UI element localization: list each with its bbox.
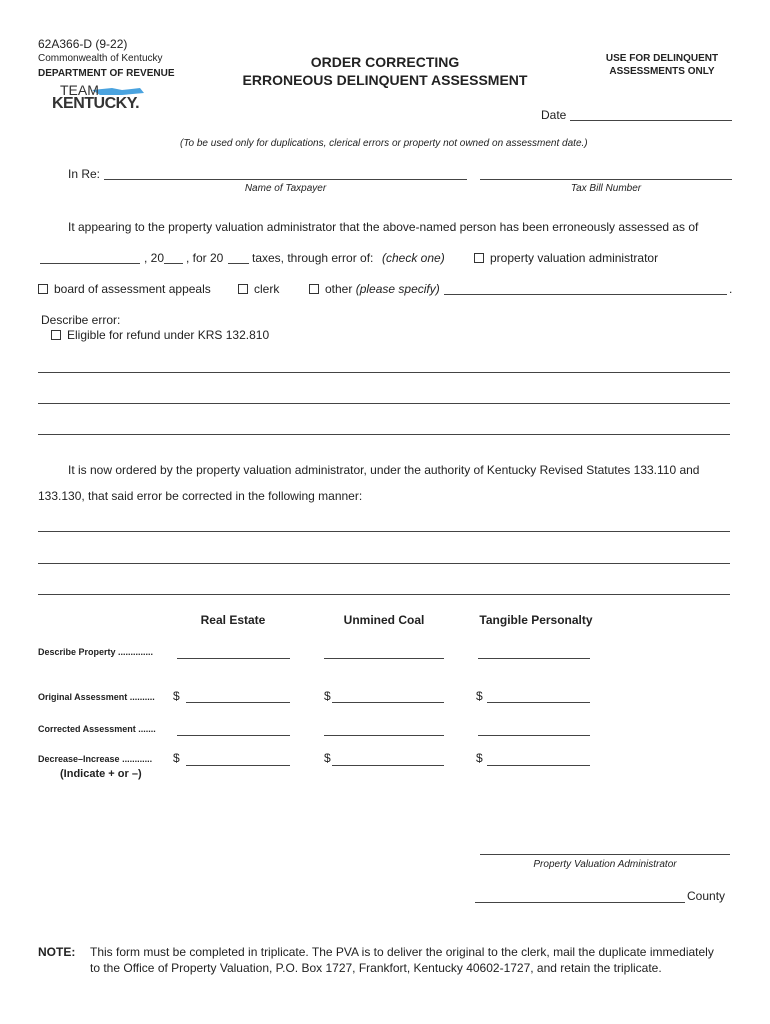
year-text-3: taxes, through error of: [252, 251, 374, 265]
other-specify-field[interactable] [444, 294, 727, 295]
title-line-2: ERRONEOUS DELINQUENT ASSESSMENT [242, 72, 528, 88]
assessment-date-field[interactable] [40, 263, 140, 264]
corrected-tangible-field[interactable] [478, 735, 590, 736]
use-for-line-2: ASSESSMENTS ONLY [609, 66, 715, 77]
decrease-increase-tangible-field[interactable] [487, 765, 590, 766]
refund-label: Eligible for refund under KRS 132.810 [67, 328, 270, 342]
year-text-2: , for 20 [186, 251, 224, 265]
county-field[interactable] [475, 902, 685, 903]
team-kentucky-logo [52, 84, 152, 112]
county-label: County [687, 889, 726, 903]
option-clerk-label: clerk [254, 282, 280, 296]
col-unmined-coal: Unmined Coal [343, 613, 425, 627]
please-specify-text: (please specify) [355, 282, 440, 296]
dollar-sign: $ [173, 689, 180, 703]
correction-line-1[interactable] [38, 531, 730, 532]
title-line-1: ORDER CORRECTING [310, 54, 460, 70]
describe-error-line-2[interactable] [38, 403, 730, 404]
refund-checkbox[interactable] [51, 330, 61, 340]
refund-option[interactable] [51, 328, 269, 342]
corrected-coal-field[interactable] [324, 735, 444, 736]
corrected-real-estate-field[interactable] [177, 735, 290, 736]
dollar-sign: $ [476, 751, 483, 765]
tax-bill-number-field[interactable] [480, 179, 732, 180]
option-pva[interactable] [474, 251, 658, 265]
option-clerk[interactable] [238, 282, 279, 296]
date-field[interactable] [570, 120, 732, 121]
correction-line-3[interactable] [38, 594, 730, 595]
department-label: DEPARTMENT OF REVENUE [38, 68, 175, 79]
use-for-line-1: USE FOR DELINQUENT [605, 53, 719, 64]
row-describe-property-label: Describe Property .............. [38, 647, 154, 657]
original-coal-field[interactable] [332, 702, 444, 703]
correction-line-2[interactable] [38, 563, 730, 564]
form-number: 62A366-D (9-22) [38, 37, 128, 51]
decrease-increase-coal-field[interactable] [332, 765, 444, 766]
pva-checkbox[interactable] [474, 253, 484, 263]
describe-property-coal-field[interactable] [324, 658, 444, 659]
indicate-text: (Indicate + or –) [60, 768, 142, 780]
period-mark: . [729, 282, 733, 296]
other-checkbox[interactable] [309, 284, 319, 294]
describe-property-real-estate-field[interactable] [177, 658, 290, 659]
note-line-1: This form must be completed in triplicate. The PVA is to deliver the original to the clerk, mail the duplicate immediately [90, 945, 714, 959]
order-line-2: 133.130, that said error be corrected in the following manner: [38, 489, 363, 503]
describe-error-line-3[interactable] [38, 434, 730, 435]
year-field-2[interactable] [228, 263, 249, 264]
note-label: NOTE: [38, 945, 76, 959]
date-label: Date [541, 108, 567, 122]
original-tangible-field[interactable] [487, 702, 590, 703]
decrease-increase-real-estate-field[interactable] [186, 765, 290, 766]
logo-team-text: TEAM [60, 82, 99, 98]
dollar-sign: $ [324, 689, 331, 703]
dollar-sign: $ [173, 751, 180, 765]
describe-property-tangible-field[interactable] [478, 658, 590, 659]
describe-error-line-1[interactable] [38, 372, 730, 373]
row-original-assessment-label: Original Assessment .......... [38, 692, 155, 702]
row-decrease-increase-label: Decrease–Increase ............ [38, 754, 153, 764]
note-line-2: to the Office of Property Valuation, P.O. Box 1727, Frankfort, Kentucky 40602-1727, and retain the triplicate. [90, 961, 662, 975]
taxpayer-caption: Name of Taxpayer [244, 183, 327, 194]
dollar-sign: $ [476, 689, 483, 703]
taxpayer-name-field[interactable] [104, 179, 467, 180]
option-other-label: other [325, 282, 353, 296]
original-real-estate-field[interactable] [186, 702, 290, 703]
pva-signature-field[interactable] [480, 854, 730, 855]
dollar-sign: $ [324, 751, 331, 765]
option-board-label: board of assessment appeals [54, 282, 211, 296]
tax-bill-caption: Tax Bill Number [570, 183, 642, 194]
logo-kentucky-text: KENTUCKY. [52, 95, 140, 112]
option-board[interactable] [38, 282, 211, 296]
col-real-estate: Real Estate [200, 613, 266, 627]
check-one-text: (check one) [382, 251, 445, 265]
in-re-label: In Re: [68, 167, 101, 181]
row-corrected-assessment-label: Corrected Assessment ....... [38, 724, 156, 734]
clerk-checkbox[interactable] [238, 284, 248, 294]
statement-line-1: It appearing to the property valuation administrator that the above-named person has been erroneously assessed as of [68, 220, 699, 234]
commonwealth-label: Commonwealth of Kentucky [38, 53, 163, 64]
order-line-1: It is now ordered by the property valuation administrator, under the authority of Kentucky Revised Statutes 133.110 and [68, 463, 700, 477]
board-checkbox[interactable] [38, 284, 48, 294]
option-pva-label: property valuation administrator [490, 251, 659, 265]
option-other[interactable] [309, 282, 440, 296]
pva-caption: Property Valuation Administrator [533, 859, 677, 870]
describe-error-label: Describe error: [41, 313, 121, 327]
instructions-text: (To be used only for duplications, clerical errors or property not owned on assessment date.) [180, 138, 588, 149]
col-tangible-personalty: Tangible Personalty [479, 613, 593, 627]
year-field-1[interactable] [164, 263, 183, 264]
year-text-1: , 20 [144, 251, 165, 265]
